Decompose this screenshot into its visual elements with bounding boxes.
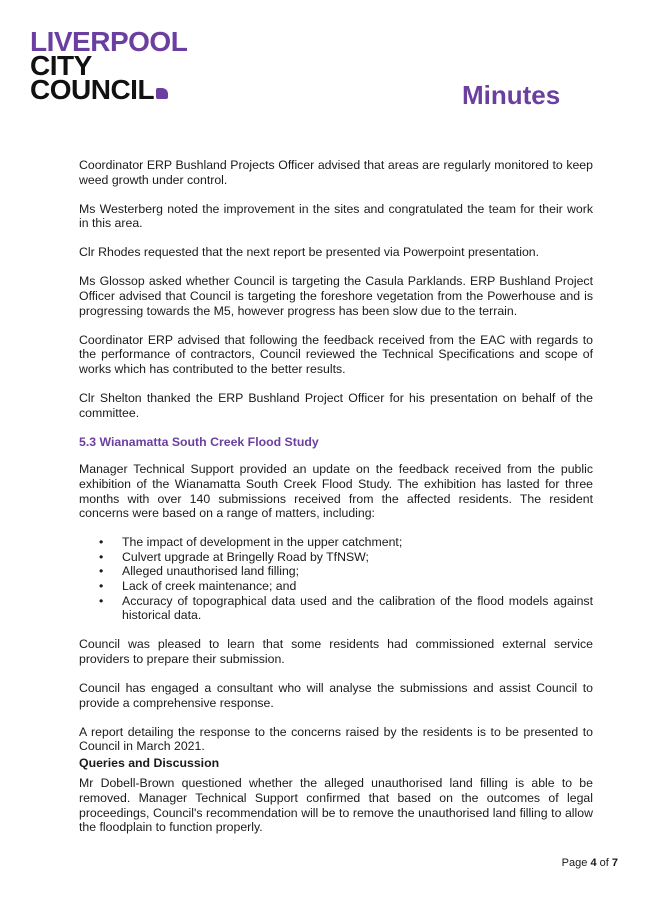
- paragraph: Council has engaged a consultant who will analyse the submissions and assist Council to provide a comprehensive response.: [79, 680, 593, 710]
- bullet-icon: •: [99, 593, 104, 608]
- list-item-text: Accuracy of topographical data used and the calibration of the flood models against historical data.: [122, 593, 593, 623]
- council-logo: [30, 26, 188, 105]
- bullet-icon: •: [99, 564, 104, 579]
- concerns-list: [79, 535, 593, 623]
- section-intro-paragraph: Manager Technical Support provided an update on the feedback received from the public exhibition of the Wianamatta South Creek Flood Study. The exhibition has lasted for three months with over 140 submissions received from the affected residents. The resident concerns were based on a range of matters, including:: [79, 462, 593, 521]
- list-item-text: The impact of development in the upper catchment;: [122, 535, 403, 550]
- list-item: [79, 550, 593, 565]
- paragraph: Coordinator ERP Bushland Projects Officer advised that areas are regularly monitored to keep weed growth under control.: [79, 158, 593, 187]
- section-heading: 5.3 Wianamatta South Creek Flood Study: [79, 434, 319, 449]
- bullet-icon: •: [99, 535, 104, 550]
- list-item: [79, 594, 593, 623]
- current-page-number: 4: [590, 857, 597, 869]
- queries-heading: Queries and Discussion: [79, 755, 220, 770]
- logo-line-liverpool: LIVERPOOL: [30, 26, 188, 57]
- page-number-footer: [562, 857, 618, 869]
- logo-mark-icon: [156, 88, 168, 99]
- document-title: Minutes: [462, 80, 561, 110]
- list-item-text: Alleged unauthorised land filling;: [122, 564, 300, 579]
- paragraph: Clr Rhodes requested that the next report be presented via Powerpoint presentation.: [79, 245, 540, 260]
- logo-council-text: COUNCIL: [30, 74, 155, 105]
- bullet-icon: •: [99, 578, 104, 593]
- paragraph: Ms Glossop asked whether Council is targeting the Casula Parklands. ERP Bushland Project Officer advised that Council is targeting the foreshore vegetation from the Powerhouse and is progressing towards the M5, however progress has been slow due to the terrain.: [79, 274, 593, 318]
- bullet-icon: •: [99, 549, 104, 564]
- list-item: [79, 535, 593, 550]
- paragraph: Clr Shelton thanked the ERP Bushland Project Officer for his presentation on behalf of the committee.: [79, 391, 593, 420]
- list-item: [79, 579, 593, 594]
- list-item-text: Lack of creek maintenance; and: [122, 578, 297, 593]
- paragraph: Ms Westerberg noted the improvement in the sites and congratulated the team for their work in this area.: [79, 201, 593, 231]
- paragraph: A report detailing the response to the concerns raised by the residents is to be presented to Council in March 2021.: [79, 724, 593, 754]
- list-item: [79, 564, 593, 579]
- page-label: Page: [561, 857, 588, 869]
- list-item-text: Culvert upgrade at Bringelly Road by TfNSW;: [122, 549, 369, 564]
- paragraph: Coordinator ERP advised that following the feedback received from the EAC with regards to the performance of contractors, Council reviewed the Technical Specifications and scope of works which has contributed to the better results.: [79, 332, 593, 376]
- logo-line-city: CITY: [30, 50, 92, 81]
- total-pages-number: 7: [611, 857, 618, 869]
- minutes-body: [79, 158, 593, 849]
- paragraph: Council was pleased to learn that some residents had commissioned external service providers to prepare their submission.: [79, 637, 593, 666]
- logo-line-council: [30, 74, 187, 105]
- of-label: of: [599, 857, 609, 869]
- queries-paragraph: Mr Dobell-Brown questioned whether the alleged unauthorised land filling is able to be removed. Manager Technical Support confirmed that based on the outcomes of legal proceedings, Council's recommendation will be to remove the unauthorised land filling to allow the floodplain to function properly.: [79, 776, 593, 835]
